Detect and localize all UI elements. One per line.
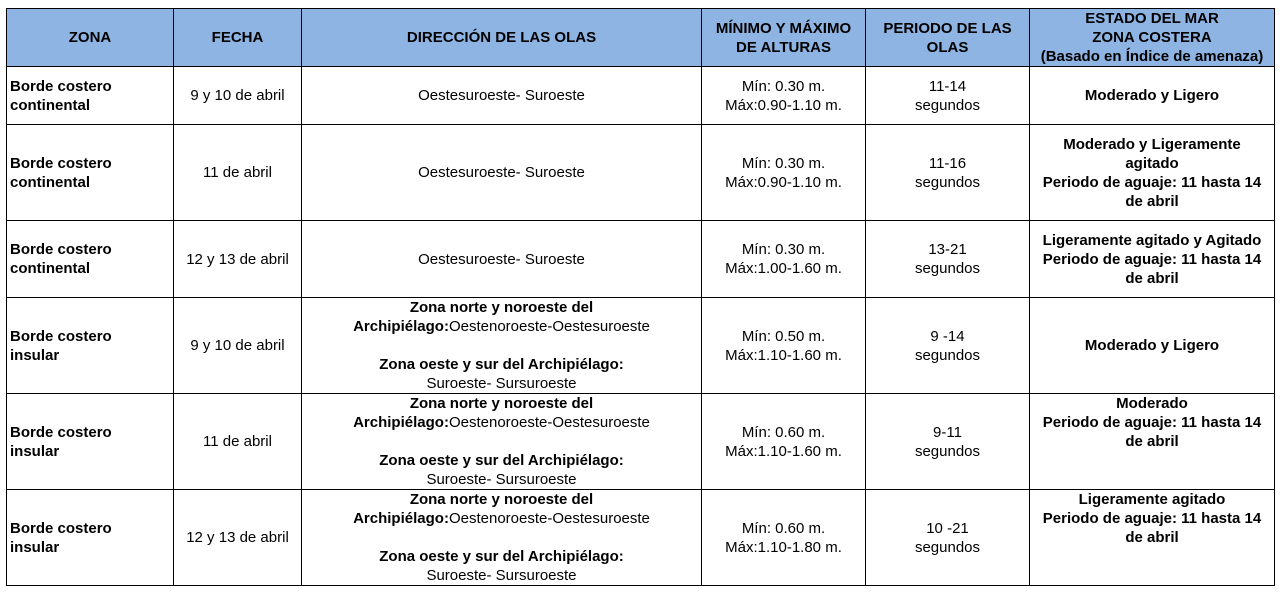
archipielago-label: Archipiélago: — [353, 318, 449, 335]
cell-zona — [7, 394, 174, 490]
direccion-zona-oeste: Zona oeste y sur del Archipiélago: — [379, 548, 624, 565]
periodo-value: 9-11 — [933, 423, 962, 441]
periodo-unit: segundos — [914, 96, 981, 114]
altura-max: Máx:0.90-1.10 m. — [725, 173, 842, 191]
estado-line1: Moderado — [1116, 395, 1188, 412]
cell-fecha: 9 y 10 de abril — [174, 298, 302, 394]
header-fecha: FECHA — [174, 9, 302, 67]
periodo-unit: segundos — [914, 538, 981, 556]
altura-max: Máx:1.10-1.60 m. — [725, 442, 842, 460]
table-row — [7, 490, 1275, 586]
estado-line1: Moderado y Ligero — [1084, 337, 1220, 354]
estado-line3: de abril — [1125, 433, 1179, 450]
estado-line1: Moderado y Ligeramente — [1063, 135, 1241, 153]
estado-line1: Ligeramente agitado y Agitado — [1042, 231, 1262, 249]
zona-line2: continental — [10, 96, 91, 114]
altura-min: Mín: 0.50 m. — [741, 327, 826, 345]
table-row — [7, 221, 1275, 298]
periodo-value: 9 -14 — [930, 327, 965, 345]
direccion-oeste-valor: Suroeste- Sursuroeste — [426, 375, 577, 392]
cell-direccion — [302, 394, 702, 490]
cell-direccion: Oestesuroeste- Suroeste — [302, 221, 702, 298]
table-row — [7, 394, 1275, 490]
altura-max: Máx:1.00-1.60 m. — [725, 260, 842, 277]
altura-max: Máx:1.10-1.60 m. — [725, 346, 842, 364]
zona-line2: continental — [10, 173, 91, 191]
cell-estado — [1030, 125, 1275, 221]
periodo-value: 10 -21 — [926, 519, 969, 537]
cell-alturas — [702, 125, 866, 221]
header-estado — [1030, 9, 1275, 67]
cell-periodo — [866, 490, 1030, 586]
estado-line2: Periodo de aguaje: 11 hasta 14 — [1042, 510, 1262, 527]
estado-line4: de abril — [1125, 192, 1179, 210]
estado-line3: de abril — [1125, 529, 1179, 546]
cell-estado — [1030, 298, 1275, 394]
altura-min: Mín: 0.60 m. — [741, 423, 826, 441]
cell-estado — [1030, 67, 1275, 125]
zona-line1: Borde costero — [10, 154, 112, 172]
archipielago-label: Archipiélago: — [353, 414, 449, 431]
direccion-oeste-valor: Suroeste- Sursuroeste — [426, 567, 577, 584]
cell-periodo — [866, 394, 1030, 490]
zona-line1: Borde costero — [10, 519, 112, 537]
direccion-norte-text: Oestenoroeste-Oestesuroeste — [448, 510, 650, 527]
direccion-zona-norte: Zona norte y noroeste del — [409, 299, 594, 316]
header-direccion: DIRECCIÓN DE LAS OLAS — [302, 9, 702, 67]
zona-line1: Borde costero — [10, 77, 112, 95]
header-periodo-line2: OLAS — [926, 38, 969, 56]
altura-min: Mín: 0.30 m. — [741, 77, 826, 95]
wave-forecast-table — [6, 8, 1275, 586]
table-row — [7, 298, 1275, 394]
estado-line2: agitado — [1125, 154, 1179, 172]
periodo-unit: segundos — [914, 346, 981, 364]
cell-fecha: 9 y 10 de abril — [174, 67, 302, 125]
zona-line2: continental — [10, 260, 91, 277]
periodo-unit: segundos — [914, 442, 981, 460]
cell-periodo — [866, 125, 1030, 221]
periodo-value: 13-21 — [928, 241, 967, 258]
cell-fecha: 11 de abril — [174, 125, 302, 221]
cell-fecha: 11 de abril — [174, 394, 302, 490]
periodo-unit: segundos — [914, 260, 981, 277]
cell-alturas — [702, 298, 866, 394]
estado-line3: Periodo de aguaje: 11 hasta 14 — [1042, 173, 1262, 191]
cell-periodo — [866, 298, 1030, 394]
cell-periodo — [866, 67, 1030, 125]
direccion-zona-oeste: Zona oeste y sur del Archipiélago: — [379, 356, 624, 373]
cell-fecha: 12 y 13 de abril — [174, 221, 302, 298]
spacer — [305, 432, 698, 451]
altura-min: Mín: 0.30 m. — [741, 241, 826, 258]
cell-fecha: 12 y 13 de abril — [174, 490, 302, 586]
cell-zona — [7, 125, 174, 221]
direccion-norte-valor — [305, 317, 698, 336]
cell-alturas — [702, 67, 866, 125]
zona-line2: insular — [10, 442, 60, 460]
estado-line2: Periodo de aguaje: 11 hasta 14 — [1042, 250, 1262, 268]
header-estado-line3: (Basado en Índice de amenaza) — [1040, 48, 1264, 65]
header-periodo-line1: PERIODO DE LAS — [883, 19, 1012, 37]
archipielago-label: Archipiélago: — [353, 510, 449, 527]
cell-zona — [7, 490, 174, 586]
direccion-norte-text: Oestenoroeste-Oestesuroeste — [448, 414, 650, 431]
cell-alturas — [702, 490, 866, 586]
periodo-unit: segundos — [914, 173, 981, 191]
document-page — [6, 8, 1275, 586]
header-estado-line2: ZONA COSTERA — [1092, 29, 1212, 46]
cell-estado — [1030, 490, 1275, 586]
cell-periodo — [866, 221, 1030, 298]
cell-direccion: Oestesuroeste- Suroeste — [302, 125, 702, 221]
cell-alturas — [702, 394, 866, 490]
direccion-zona-norte: Zona norte y noroeste del — [409, 395, 594, 412]
zona-line1: Borde costero — [10, 241, 112, 258]
cell-direccion — [302, 490, 702, 586]
altura-min: Mín: 0.30 m. — [741, 154, 826, 172]
cell-zona — [7, 67, 174, 125]
table-row — [7, 125, 1275, 221]
cell-alturas — [702, 221, 866, 298]
direccion-zona-norte: Zona norte y noroeste del — [409, 491, 594, 508]
direccion-norte-valor — [305, 413, 698, 432]
table-header-row — [7, 9, 1275, 67]
periodo-value: 11-16 — [928, 154, 967, 172]
estado-line1: Moderado y Ligero — [1084, 87, 1220, 104]
direccion-zona-oeste: Zona oeste y sur del Archipiélago: — [379, 452, 624, 469]
altura-min: Mín: 0.60 m. — [741, 519, 826, 537]
altura-max: Máx:0.90-1.10 m. — [725, 96, 842, 114]
cell-estado — [1030, 394, 1275, 490]
zona-line1: Borde costero — [10, 423, 112, 441]
cell-estado — [1030, 221, 1275, 298]
altura-max: Máx:1.10-1.80 m. — [725, 538, 842, 556]
direccion-norte-text: Oestenoroeste-Oestesuroeste — [448, 318, 650, 335]
estado-line2: Periodo de aguaje: 11 hasta 14 — [1042, 414, 1262, 431]
cell-zona — [7, 221, 174, 298]
header-zona: ZONA — [7, 9, 174, 67]
direccion-oeste-valor: Suroeste- Sursuroeste — [426, 471, 577, 488]
zona-line1: Borde costero — [10, 327, 112, 345]
spacer — [305, 336, 698, 355]
cell-zona — [7, 298, 174, 394]
table-row — [7, 67, 1275, 125]
cell-direccion — [302, 298, 702, 394]
zona-line2: insular — [10, 538, 60, 556]
header-periodo — [866, 9, 1030, 67]
header-estado-line1: ESTADO DEL MAR — [1085, 10, 1219, 27]
spacer — [305, 528, 698, 547]
header-alturas-line1: MÍNIMO Y MÁXIMO — [715, 19, 852, 37]
direccion-norte-valor — [305, 509, 698, 528]
estado-line1: Ligeramente agitado — [1078, 491, 1226, 508]
header-alturas-line2: DE ALTURAS — [736, 38, 831, 56]
header-alturas — [702, 9, 866, 67]
zona-line2: insular — [10, 346, 60, 364]
cell-direccion: Oestesuroeste- Suroeste — [302, 67, 702, 125]
periodo-value: 11-14 — [928, 77, 967, 95]
estado-line3: de abril — [1125, 269, 1179, 287]
